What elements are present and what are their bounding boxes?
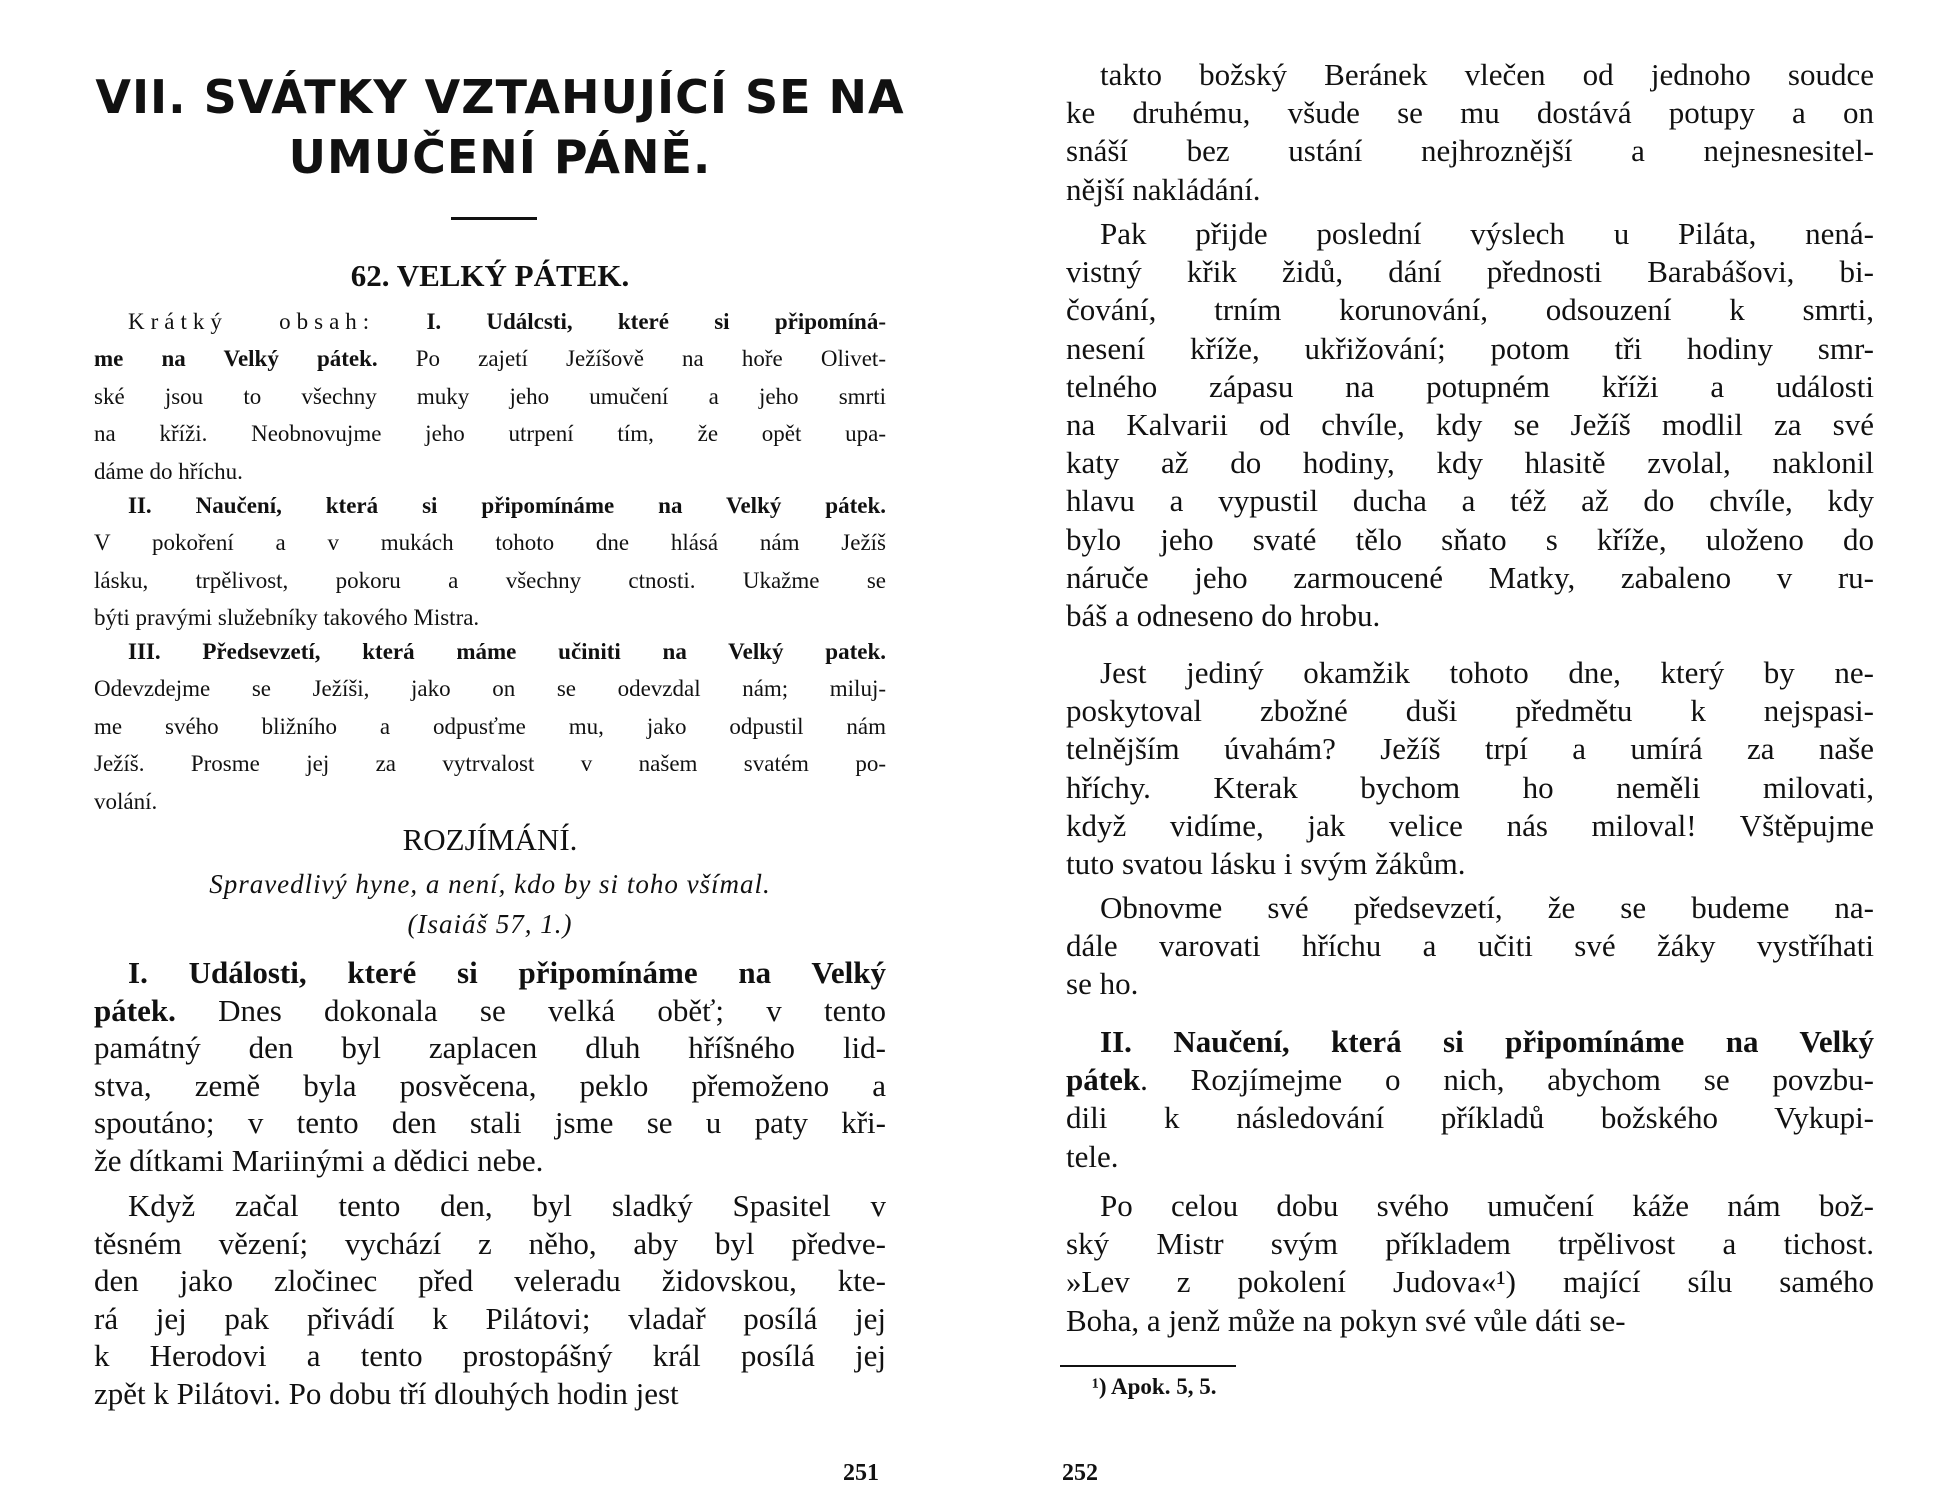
text-segment: V pokoření a v mukách tohoto dne hlásá nám Ježíš xyxy=(94,530,886,556)
text-line xyxy=(1066,807,1874,845)
text-line xyxy=(1066,927,1874,965)
text-line xyxy=(1066,1263,1874,1301)
text-segment: ke druhému, všude se mu dostává potupy a on xyxy=(1066,95,1874,131)
text-line xyxy=(94,1142,886,1180)
text-line xyxy=(1066,444,1874,482)
text-line xyxy=(94,745,886,782)
text-line xyxy=(1066,692,1874,730)
text-segment: Obnovme své předsevzetí, že se budeme na- xyxy=(1100,890,1874,925)
text-segment: »Lev z pokolení Judova«¹) mající sílu samého xyxy=(1066,1264,1874,1300)
paragraph xyxy=(1066,889,1874,1004)
text-segment: Ježíš. Prosme jej za vytrvalost v našem svatém po- xyxy=(94,751,886,777)
text-line xyxy=(94,1104,886,1142)
section-title: 62. VELKÝ PÁTEK. xyxy=(350,258,630,293)
title-divider xyxy=(451,217,537,220)
text-line xyxy=(94,1067,886,1105)
text-segment: lásku, trpělivost, pokoru a všechny ctnosti. Ukažme se xyxy=(94,567,886,593)
text-segment: býti pravými služebníky takového Mistra. xyxy=(94,605,480,631)
text-segment: ské jsou to všechny muky jeho umučení a jeho smrti xyxy=(94,383,886,409)
text-segment: že dítkami Mariinými a dědici nebe. xyxy=(94,1142,544,1178)
text-segment: nesení kříže, ukřižování; potom tři hodiny smr- xyxy=(1066,330,1874,366)
text-segment: volání. xyxy=(94,788,158,814)
text-line xyxy=(94,378,886,415)
text-line xyxy=(1066,215,1874,253)
text-line xyxy=(1066,965,1874,1003)
text-line xyxy=(1066,482,1874,520)
chapter-title-line-2: UMUČENÍ PÁNĚ. xyxy=(288,130,712,184)
text-segment: Po zajetí Ježíšově na hoře Olivet- xyxy=(377,346,886,372)
text-line xyxy=(1066,56,1874,94)
text-line xyxy=(1066,559,1874,597)
bold-text: III. Předsevzetí, která máme učiniti na Velký patek. xyxy=(128,639,886,664)
text-line xyxy=(1066,654,1874,692)
bold-text: II. Naučení, která si připomínáme na Velký pátek. xyxy=(128,493,886,518)
meditation-heading: ROZJÍMÁNÍ. xyxy=(402,822,578,857)
text-segment: se ho. xyxy=(1066,966,1139,1002)
paragraph xyxy=(1066,56,1874,209)
paragraph xyxy=(1066,215,1874,635)
text-segment: tuto svatou lásku i svým žákům. xyxy=(1066,845,1466,881)
text-line xyxy=(1066,253,1874,291)
text-segment: poskytoval zbožné duši předmětu k nejspasi- xyxy=(1066,693,1874,729)
text-segment: nější nakládání. xyxy=(1066,171,1261,207)
text-line xyxy=(1066,368,1874,406)
paragraph xyxy=(1066,654,1874,883)
text-segment: Po celou dobu svého umučení káže nám bož- xyxy=(1100,1188,1874,1223)
text-segment: zpět k Pilátovi. Po dobu tří dlouhých hodin jest xyxy=(94,1375,679,1411)
text-line xyxy=(1066,845,1874,883)
text-line xyxy=(94,453,886,490)
text-line xyxy=(1066,330,1874,368)
text-line xyxy=(1066,1099,1874,1137)
text-segment: Boha, a jenž může na pokyn své vůle dáti se- xyxy=(1066,1302,1626,1338)
text-segment: ský Mistr svým příkladem trpělivost a tichost. xyxy=(1066,1226,1874,1262)
text-segment: dále varovati hříchu a učiti své žáky vystříhati xyxy=(1066,928,1874,964)
bold-text: II. Naučení, která si připomínáme na Velký xyxy=(1100,1024,1874,1059)
text-line xyxy=(94,524,886,561)
text-line xyxy=(94,1029,886,1067)
text-segment: báš a odneseno do hrobu. xyxy=(1066,597,1381,633)
text-line xyxy=(94,487,886,524)
text-line xyxy=(1066,1225,1874,1263)
footnote: ¹) Apok. 5, 5. xyxy=(1092,1374,1217,1399)
text-segment: stva, země byla posvěcena, peklo přemoženo a xyxy=(94,1067,886,1103)
text-segment: čování, trním korunování, odsouzení k smrti, xyxy=(1066,292,1874,328)
text-segment: bylo jeho svaté tělo sňato s kříže, uloženo do xyxy=(1066,521,1874,557)
text-line xyxy=(1066,1187,1874,1225)
text-segment: rá jej pak přivádí k Pilátovi; vladař posílá jej xyxy=(94,1300,886,1336)
text-line xyxy=(94,1375,886,1413)
bold-text: pátek. xyxy=(94,992,176,1028)
text-line xyxy=(1066,889,1874,927)
text-segment: hříchy. Kterak bychom ho neměli milovati, xyxy=(1066,769,1874,805)
text-line xyxy=(94,1337,886,1375)
text-segment: katy až do hodiny, kdy hlasitě zvolal, naklonil xyxy=(1066,445,1874,481)
text-segment: takto božský Beránek vlečen od jednoho soudce xyxy=(1100,57,1874,92)
text-segment: památný den byl zaplacen dluh hříšného lid- xyxy=(94,1030,886,1066)
text-line xyxy=(94,670,886,707)
text-line xyxy=(1066,1023,1874,1061)
footnote-divider xyxy=(1060,1365,1236,1367)
text-line xyxy=(94,599,886,636)
text-segment: Pak přijde poslední výslech u Piláta, nená- xyxy=(1100,216,1874,251)
text-segment: vistný křik židů, dání přednosti Barabášovi, bi- xyxy=(1066,254,1874,290)
text-segment: Když začal tento den, byl sladký Spasitel v xyxy=(128,1188,886,1223)
text-line xyxy=(1066,171,1874,209)
paragraph xyxy=(1066,1187,1874,1340)
text-segment: náruče jeho zarmoucené Matky, zabaleno v ru- xyxy=(1066,559,1874,595)
page-number-right: 252 xyxy=(1062,1460,1098,1486)
text-line xyxy=(94,708,886,745)
text-segment: Jest jediný okamžik tohoto dne, který by ne- xyxy=(1100,655,1874,690)
bold-text: me na Velký pátek. xyxy=(94,346,378,372)
text-line xyxy=(94,303,886,340)
text-segment: snáší bez ustání nejhroznější a nejnesnesitel- xyxy=(1066,133,1874,169)
text-line xyxy=(94,633,886,670)
text-segment: Dnes dokonala se velká oběť; v tento xyxy=(175,992,886,1028)
text-segment: telného zápasu na potupném kříži a události xyxy=(1066,368,1874,404)
text-segment: . Rozjímejme o nich, abychom se povzbu- xyxy=(1140,1062,1874,1098)
motto: Spravedlivý hyne, a není, kdo by si toho všímal. xyxy=(209,869,771,899)
text-segment: tele. xyxy=(1066,1138,1119,1174)
paragraph xyxy=(94,1187,886,1413)
paragraph xyxy=(94,633,886,820)
text-line xyxy=(1066,521,1874,559)
text-line xyxy=(1066,1138,1874,1176)
text-line xyxy=(1066,597,1874,635)
bold-text: I. Událcsti, které si připomíná- xyxy=(426,309,886,334)
text-line xyxy=(94,415,886,452)
text-line xyxy=(1066,769,1874,807)
paragraph xyxy=(94,487,886,637)
text-line xyxy=(1066,1061,1874,1099)
text-line xyxy=(94,1262,886,1300)
page-number-left: 251 xyxy=(843,1460,879,1486)
text-segment: když vidíme, jak velice nás miloval! Vštěpujme xyxy=(1066,807,1874,843)
text-segment: k Herodovi a tento prostopášný král posílá jej xyxy=(94,1338,886,1374)
text-line xyxy=(94,783,886,820)
text-line xyxy=(94,340,886,377)
bold-text: I. Události, které si připomínáme na Velký xyxy=(128,955,886,990)
text-segment: hlavu a vypustil ducha a též až do chvíle, kdy xyxy=(1066,483,1874,519)
paragraph xyxy=(94,954,886,1180)
text-segment: den jako zločinec před veleradu židovskou, kte- xyxy=(94,1263,886,1299)
text-segment: dáme do hříchu. xyxy=(94,458,243,484)
text-line xyxy=(1066,1302,1874,1340)
text-line xyxy=(94,954,886,992)
paragraph xyxy=(1066,1023,1874,1176)
text-line xyxy=(1066,291,1874,329)
text-line xyxy=(1066,730,1874,768)
text-segment: na kříži. Neobnovujme jeho utrpení tím, že opět upa- xyxy=(94,421,886,447)
text-line xyxy=(94,1187,886,1225)
motto-source: (Isaiáš 57, 1.) xyxy=(407,909,573,939)
text-segment: me svého bližního a odpusťme mu, jako odpustil nám xyxy=(94,713,886,739)
text-line xyxy=(94,992,886,1030)
text-segment: spoutáno; v tento den stali jsme se u paty kři- xyxy=(94,1105,886,1141)
text-line xyxy=(1066,94,1874,132)
text-line xyxy=(94,562,886,599)
paragraph xyxy=(94,303,886,490)
text-segment: na Kalvarii od chvíle, kdy se Ježíš modlil za své xyxy=(1066,406,1874,442)
text-segment: Odevzdejme se Ježíši, jako on se odevzdal nám; miluj- xyxy=(94,676,886,702)
text-line xyxy=(94,1225,886,1263)
chapter-title-line-1: VII. SVÁTKY VZTAHUJÍCÍ SE NA xyxy=(95,70,905,124)
text-line xyxy=(1066,132,1874,170)
text-line xyxy=(1066,406,1874,444)
text-segment: těsném vězení; vychází z něho, aby byl předve- xyxy=(94,1225,886,1261)
text-segment: Krátký obsah: xyxy=(128,309,427,334)
text-line xyxy=(94,1300,886,1338)
text-segment: telnějším úvahám? Ježíš trpí a umírá za naše xyxy=(1066,731,1874,767)
bold-text: pátek xyxy=(1066,1062,1141,1098)
text-segment: dili k následování příkladů božského Vykupi- xyxy=(1066,1100,1874,1136)
